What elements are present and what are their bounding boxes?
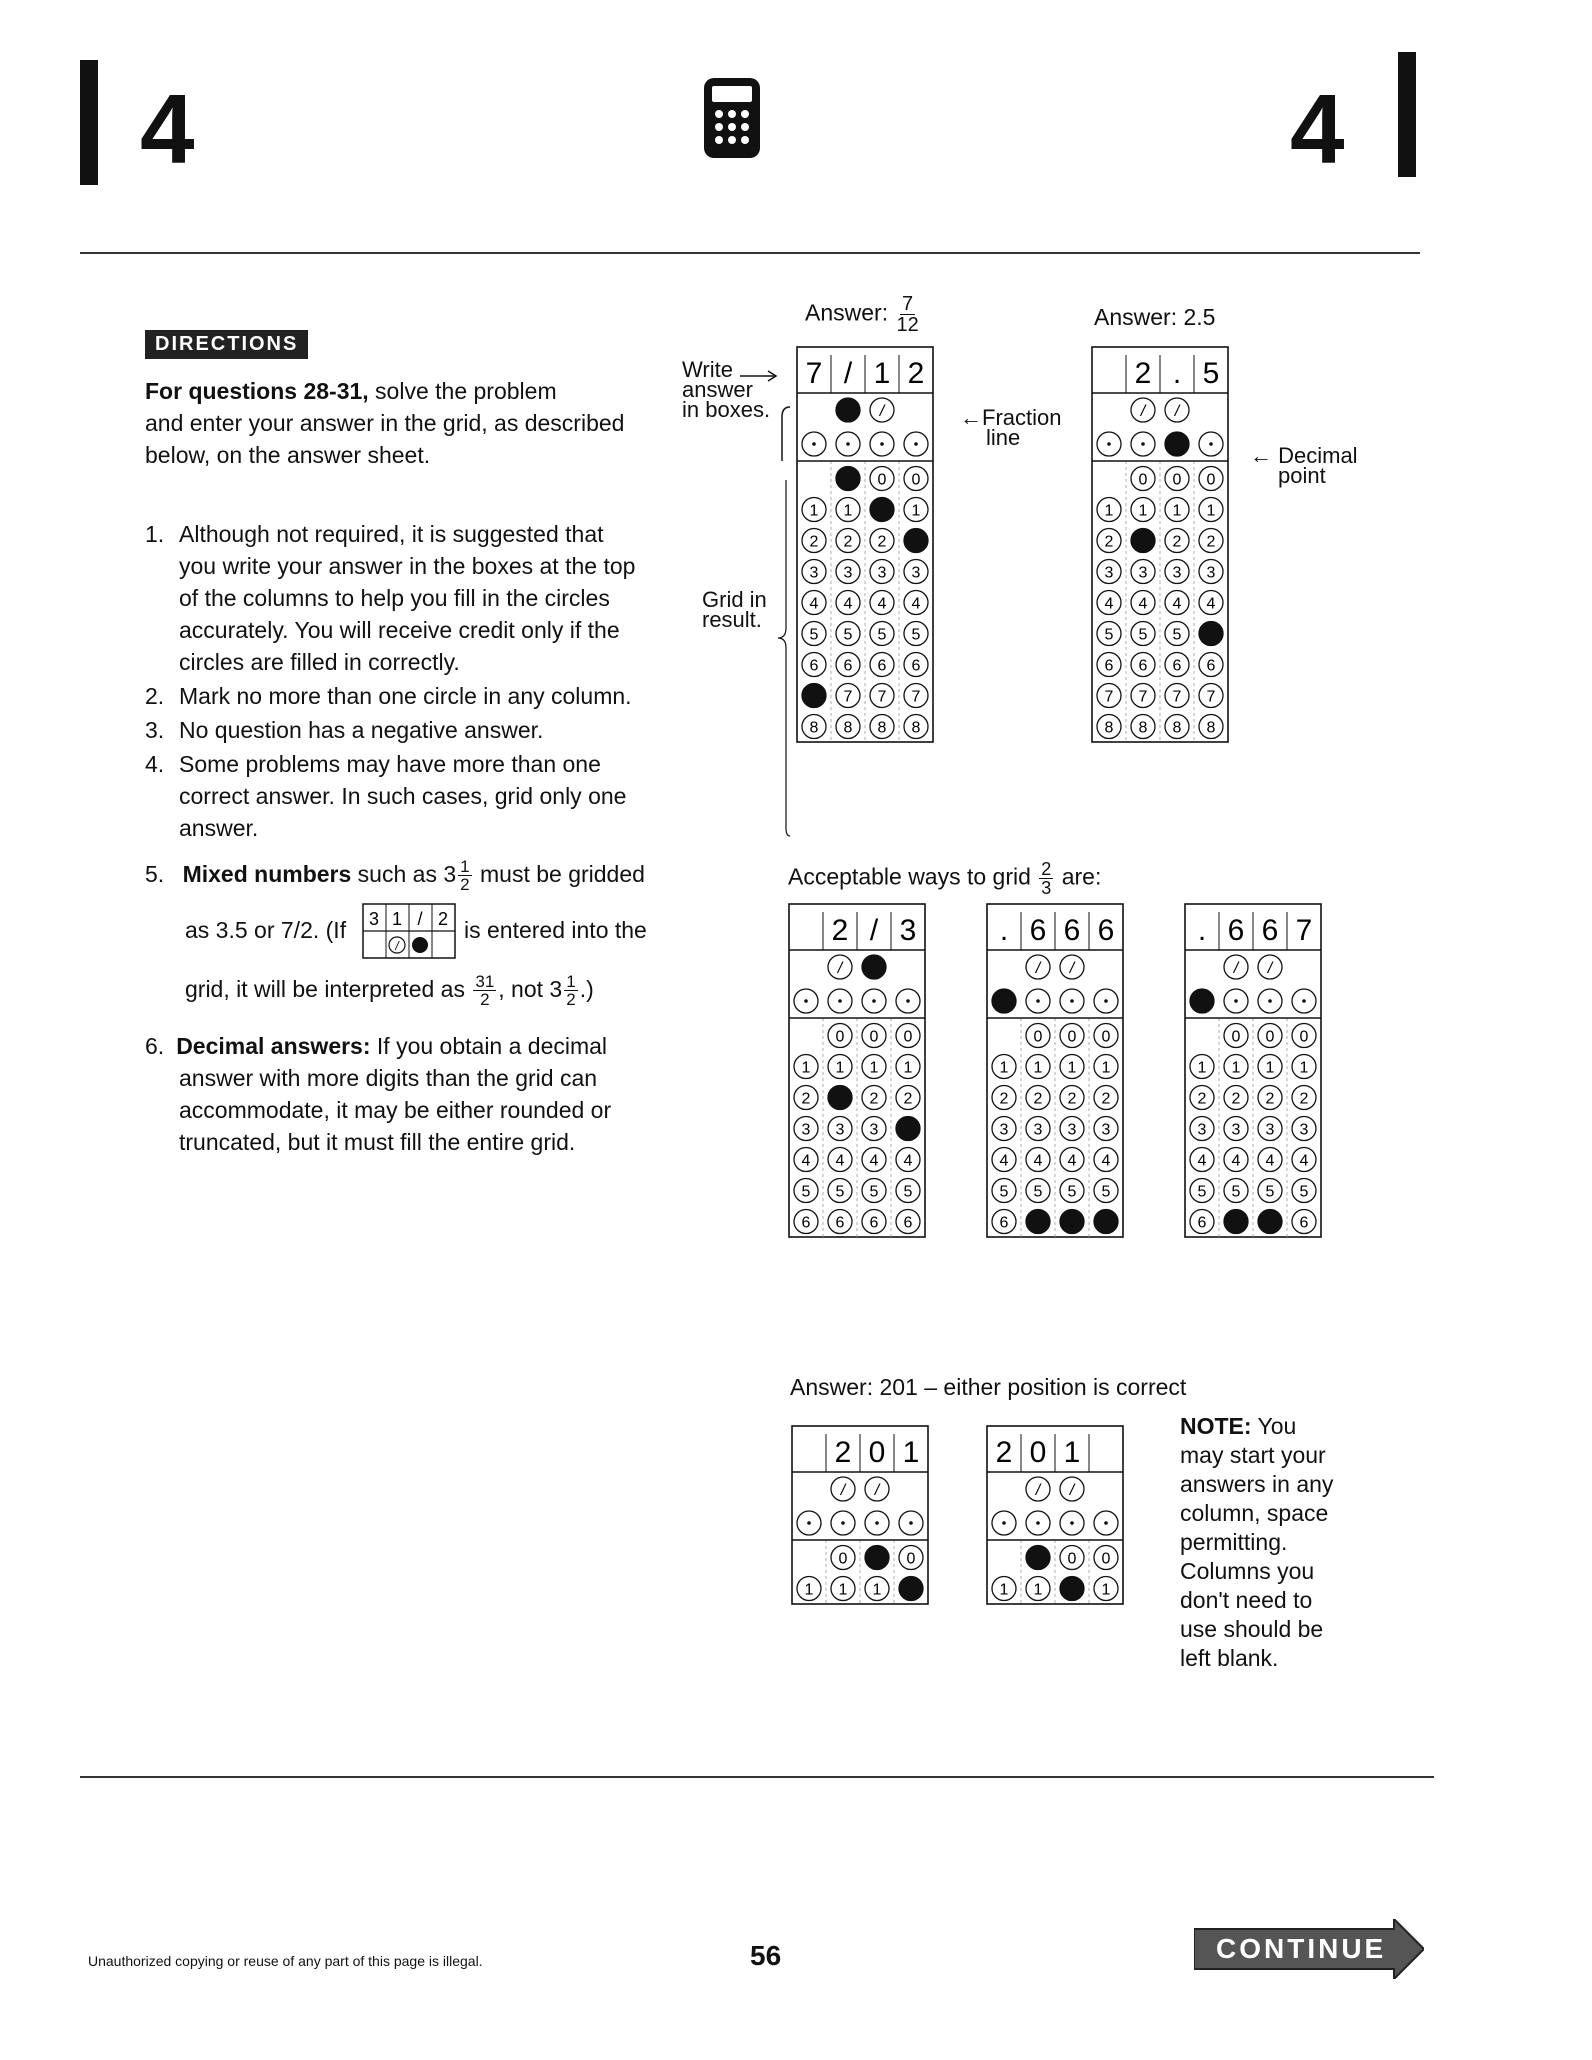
svg-text:1: 1	[1206, 502, 1216, 520]
svg-text:/: /	[395, 939, 399, 953]
svg-text:7: 7	[1172, 688, 1182, 706]
svg-text:6: 6	[1138, 657, 1148, 675]
answer-grid-201-a	[790, 1424, 930, 1611]
svg-text:1: 1	[391, 909, 403, 929]
svg-text:2: 2	[1101, 1090, 1111, 1108]
svg-text:3: 3	[869, 1121, 879, 1139]
grid-digit-bubble	[899, 1577, 923, 1601]
svg-text:0: 0	[1138, 471, 1148, 489]
copyright-notice: Unauthorized copying or reuse of any part of this page is illegal.	[88, 1953, 483, 1969]
grid-box-value: 7	[1295, 914, 1313, 947]
svg-text:8: 8	[1104, 719, 1114, 737]
svg-text:2: 2	[1265, 1090, 1275, 1108]
svg-text:1: 1	[869, 1059, 879, 1077]
svg-text:0: 0	[835, 1028, 845, 1046]
svg-text:1: 1	[999, 1581, 1009, 1599]
svg-text:/: /	[417, 909, 423, 929]
svg-text:4: 4	[809, 595, 819, 613]
item-5-line-2a: as 3.5 or 7/2. (If	[185, 917, 347, 943]
svg-text:5: 5	[843, 626, 853, 644]
svg-text:0: 0	[1172, 471, 1182, 489]
svg-text:1: 1	[838, 1581, 848, 1599]
svg-text:6: 6	[1299, 1214, 1309, 1232]
svg-text:2: 2	[1172, 533, 1182, 551]
svg-text:1: 1	[1172, 502, 1182, 520]
grid-box-value: 1	[873, 357, 891, 390]
item-5-line-3: grid, it will be interpreted as $\frac{31}{2}$ , not 3 $\frac{1}{2}$ .)	[185, 972, 594, 1010]
write-arrow-icon	[740, 368, 780, 389]
svg-text:4: 4	[903, 1152, 913, 1170]
svg-text:8: 8	[843, 719, 853, 737]
svg-text:6: 6	[1197, 1214, 1207, 1232]
svg-text:3: 3	[911, 564, 921, 582]
svg-text:7: 7	[1104, 688, 1114, 706]
grid-digit-bubble	[1060, 1210, 1084, 1234]
svg-text:3: 3	[801, 1121, 811, 1139]
svg-text:6: 6	[903, 1214, 913, 1232]
svg-text:4: 4	[835, 1152, 845, 1170]
svg-text:3: 3	[835, 1121, 845, 1139]
svg-text:4: 4	[1299, 1152, 1309, 1170]
svg-text:0: 0	[903, 1028, 913, 1046]
svg-text:1: 1	[1231, 1059, 1241, 1077]
svg-text:4: 4	[1172, 595, 1182, 613]
grid-box-value: /	[869, 914, 879, 947]
svg-text:2: 2	[809, 533, 819, 551]
grid-digit-bubble	[1131, 529, 1155, 553]
grid-box-value: 6	[1063, 914, 1081, 947]
grid-box-value: 2	[995, 1436, 1013, 1469]
grid-box-value: 2	[907, 357, 925, 390]
svg-text:2: 2	[999, 1090, 1009, 1108]
grid-digit-bubble	[1094, 1210, 1118, 1234]
grid-box-value: 2	[831, 914, 849, 947]
svg-text:1: 1	[809, 502, 819, 520]
svg-text:1: 1	[1101, 1059, 1111, 1077]
grid-box-value: 2	[834, 1436, 852, 1469]
grid-box-value: 1	[902, 1436, 920, 1469]
svg-text:0: 0	[1067, 1550, 1077, 1568]
svg-text:/: /	[1267, 960, 1273, 977]
grid-box-value: 5	[1202, 357, 1220, 390]
svg-text:7: 7	[1138, 688, 1148, 706]
grid-box-value: 6	[1029, 914, 1047, 947]
item-5-line-2b: is entered into the	[464, 917, 647, 943]
svg-text:1: 1	[804, 1581, 814, 1599]
grid-brace-icon	[774, 478, 790, 843]
svg-text:3: 3	[1067, 1121, 1077, 1139]
svg-text:4: 4	[911, 595, 921, 613]
svg-text:5: 5	[1299, 1183, 1309, 1201]
svg-text:8: 8	[1138, 719, 1148, 737]
svg-text:0: 0	[1101, 1028, 1111, 1046]
svg-text:2: 2	[1299, 1090, 1309, 1108]
svg-text:2: 2	[903, 1090, 913, 1108]
calculator-icon	[702, 76, 762, 160]
svg-text:0: 0	[906, 1550, 916, 1568]
directions-badge: DIRECTIONS	[145, 330, 308, 359]
svg-text:4: 4	[1101, 1152, 1111, 1170]
continue-button[interactable]	[1194, 1925, 1424, 1971]
svg-text:5: 5	[1197, 1183, 1207, 1201]
intro-line-2: and enter your answer in the grid, as described	[145, 410, 625, 436]
svg-text:3: 3	[368, 909, 380, 929]
svg-text:5: 5	[903, 1183, 913, 1201]
grid-box-value: .	[1197, 914, 1207, 947]
svg-text:0: 0	[1033, 1028, 1043, 1046]
svg-text:5: 5	[1033, 1183, 1043, 1201]
svg-text:6: 6	[1172, 657, 1182, 675]
svg-text:2: 2	[877, 533, 887, 551]
answer-201-label: Answer: 201 – either position is correct	[790, 1374, 1187, 1400]
grid-slash-bubble	[836, 398, 860, 422]
svg-text:5: 5	[1231, 1183, 1241, 1201]
svg-text:7: 7	[1206, 688, 1216, 706]
svg-text:6: 6	[843, 657, 853, 675]
svg-text:5: 5	[1172, 626, 1182, 644]
svg-text:3: 3	[1206, 564, 1216, 582]
grid-box-value: 1	[1063, 1436, 1081, 1469]
svg-text:1: 1	[843, 502, 853, 520]
svg-text:8: 8	[1206, 719, 1216, 737]
grid-box-value: 7	[805, 357, 823, 390]
svg-text:6: 6	[869, 1214, 879, 1232]
svg-text:3: 3	[999, 1121, 1009, 1139]
section-bar-left	[80, 60, 98, 185]
svg-text:3: 3	[1197, 1121, 1207, 1139]
svg-text:1: 1	[801, 1059, 811, 1077]
svg-text:6: 6	[999, 1214, 1009, 1232]
item-6: 6. Decimal answers: If you obtain a decimal answer with more digits than the grid can accommodate, it may be either rounded or truncated, but it must fill the entire grid.	[145, 1033, 612, 1155]
svg-text:1: 1	[1197, 1059, 1207, 1077]
svg-text:3: 3	[1231, 1121, 1241, 1139]
grid-digit-bubble	[836, 467, 860, 491]
answer-grid-666	[985, 902, 1125, 1244]
svg-text:5: 5	[1265, 1183, 1275, 1201]
svg-text:4: 4	[1067, 1152, 1077, 1170]
top-divider	[80, 252, 1420, 254]
directions-intro	[145, 375, 665, 471]
write-brace-icon	[778, 405, 792, 470]
note-text: NOTE: You may start your answers in any column, space permitting. Columns you don't need to use should be left blank.	[1180, 1413, 1334, 1671]
grid-digit-bubble	[828, 1086, 852, 1110]
svg-text:/: /	[1035, 1482, 1041, 1499]
svg-text:/: /	[1140, 403, 1146, 420]
svg-text:/: /	[879, 403, 885, 420]
svg-text:5: 5	[877, 626, 887, 644]
grid-box-value: 6	[1227, 914, 1245, 947]
svg-text:6: 6	[911, 657, 921, 675]
intro-text: solve the problem	[368, 378, 557, 404]
item-5-line-1: 5. Mixed numbers such as 3 $\frac{1}{2}$ must be gridded	[145, 857, 645, 895]
grid-slash-bubble	[862, 955, 886, 979]
svg-text:3: 3	[809, 564, 819, 582]
svg-text:2: 2	[1206, 533, 1216, 551]
grid-digit-bubble	[1258, 1210, 1282, 1234]
svg-text:6: 6	[801, 1214, 811, 1232]
svg-text:7: 7	[843, 688, 853, 706]
svg-text:4: 4	[1206, 595, 1216, 613]
svg-text:4: 4	[1033, 1152, 1043, 1170]
svg-text:5: 5	[1067, 1183, 1077, 1201]
svg-text:3: 3	[1265, 1121, 1275, 1139]
svg-text:/: /	[1035, 960, 1041, 977]
intro-line-3: below, on the answer sheet.	[145, 442, 431, 468]
svg-text:5: 5	[809, 626, 819, 644]
svg-text:6: 6	[1206, 657, 1216, 675]
svg-text:3: 3	[1104, 564, 1114, 582]
svg-text:3: 3	[1299, 1121, 1309, 1139]
svg-text:1: 1	[1033, 1059, 1043, 1077]
svg-text:1: 1	[911, 502, 921, 520]
svg-text:5: 5	[869, 1183, 879, 1201]
svg-text:2: 2	[1231, 1090, 1241, 1108]
svg-text:0: 0	[1206, 471, 1216, 489]
answer-2-label: Answer: 2.5	[1094, 304, 1216, 330]
svg-text:5: 5	[801, 1183, 811, 1201]
svg-text:6: 6	[1104, 657, 1114, 675]
svg-text:5: 5	[911, 626, 921, 644]
bottom-divider	[80, 1776, 1434, 1778]
svg-text:4: 4	[1197, 1152, 1207, 1170]
grid-dot-bubble	[1165, 432, 1189, 456]
svg-text:3: 3	[1138, 564, 1148, 582]
page-number: 56	[750, 1940, 782, 1971]
svg-text:0: 0	[869, 1028, 879, 1046]
grid-box-value: 0	[868, 1436, 886, 1469]
svg-text:4: 4	[1265, 1152, 1275, 1170]
directions-list	[145, 518, 705, 846]
list-item: 3. No question has a negative answer.	[145, 717, 544, 743]
svg-text:2: 2	[1104, 533, 1114, 551]
svg-text:0: 0	[1231, 1028, 1241, 1046]
section-number-left: 4	[140, 74, 195, 184]
svg-text:1: 1	[999, 1059, 1009, 1077]
svg-text:/: /	[837, 960, 843, 977]
svg-text:5: 5	[1138, 626, 1148, 644]
continue-label: CONTINUE	[1216, 1933, 1387, 1964]
svg-text:/: /	[1069, 960, 1075, 977]
write-answer-label: Write answer in boxes.	[682, 357, 771, 422]
svg-text:1: 1	[1067, 1059, 1077, 1077]
svg-text:5: 5	[1104, 626, 1114, 644]
grid-digit-bubble	[1060, 1577, 1084, 1601]
svg-text:/: /	[840, 1482, 846, 1499]
grid-digit-bubble	[904, 529, 928, 553]
svg-text:1: 1	[1138, 502, 1148, 520]
answer-grid-667	[1183, 902, 1323, 1244]
grid-box-value: 2	[1134, 357, 1152, 390]
svg-text:8: 8	[1172, 719, 1182, 737]
answer-grid-2-3	[787, 902, 927, 1244]
section-bar-right	[1398, 52, 1416, 177]
svg-text:3: 3	[843, 564, 853, 582]
grid-box-value: .	[1172, 357, 1182, 390]
svg-text:/: /	[1233, 960, 1239, 977]
svg-text:6: 6	[877, 657, 887, 675]
grid-box-value: 6	[1097, 914, 1115, 947]
mini-grid-example	[362, 903, 456, 964]
grid-box-value: 0	[1029, 1436, 1047, 1469]
answer-grid-201-b	[985, 1424, 1125, 1611]
list-item: 1. Although not required, it is suggested that you write your answer in the boxes at the top of the columns to help you fill in the circles accurately. You will receive credit only if the circles are filled in correctly.	[145, 521, 636, 675]
svg-text:1: 1	[1033, 1581, 1043, 1599]
svg-text:4: 4	[801, 1152, 811, 1170]
svg-text:4: 4	[1138, 595, 1148, 613]
svg-text:/: /	[1069, 1482, 1075, 1499]
svg-text:1: 1	[1101, 1581, 1111, 1599]
grid-digit-bubble	[1199, 622, 1223, 646]
svg-text:4: 4	[1104, 595, 1114, 613]
grid-dot-bubble	[992, 989, 1016, 1013]
fraction-line-label: ←Fraction line	[960, 405, 1062, 450]
svg-text:8: 8	[877, 719, 887, 737]
acceptable-label: Acceptable ways to grid $\frac{2}{3}$ are:	[788, 859, 1102, 898]
grid-digit-bubble	[1224, 1210, 1248, 1234]
grid-digit-bubble	[1026, 1546, 1050, 1570]
decimal-point-label: ← Decimal point	[1250, 443, 1358, 488]
svg-text:7: 7	[877, 688, 887, 706]
svg-text:6: 6	[835, 1214, 845, 1232]
svg-text:0: 0	[911, 471, 921, 489]
svg-text:0: 0	[1265, 1028, 1275, 1046]
svg-text:0: 0	[1101, 1550, 1111, 1568]
svg-text:3: 3	[877, 564, 887, 582]
svg-text:5: 5	[835, 1183, 845, 1201]
answer-1-label: Answer: $\frac{7}{12}$	[805, 293, 919, 336]
svg-text:2: 2	[1033, 1090, 1043, 1108]
grid-digit-bubble	[870, 498, 894, 522]
grid-digit-bubble	[802, 684, 826, 708]
svg-text:2: 2	[869, 1090, 879, 1108]
answer-grid-2-5	[1090, 345, 1230, 749]
grid-box-value: 6	[1261, 914, 1279, 947]
svg-text:1: 1	[835, 1059, 845, 1077]
svg-text:2: 2	[1197, 1090, 1207, 1108]
svg-text:7: 7	[911, 688, 921, 706]
svg-text:0: 0	[1067, 1028, 1077, 1046]
grid-dot-bubble	[1190, 989, 1214, 1013]
grid-box-value: /	[843, 357, 853, 390]
svg-text:2: 2	[1067, 1090, 1077, 1108]
svg-text:1: 1	[1299, 1059, 1309, 1077]
list-item: 2. Mark no more than one circle in any column.	[145, 683, 632, 709]
svg-text:1: 1	[872, 1581, 882, 1599]
svg-text:4: 4	[1231, 1152, 1241, 1170]
grid-digit-bubble	[865, 1546, 889, 1570]
list-item: 4. Some problems may have more than one correct answer. In such cases, grid only one answer.	[145, 751, 627, 841]
svg-text:3: 3	[1172, 564, 1182, 582]
grid-in-label: Grid in result.	[702, 587, 767, 632]
svg-text:4: 4	[869, 1152, 879, 1170]
svg-text:6: 6	[809, 657, 819, 675]
svg-text:3: 3	[1033, 1121, 1043, 1139]
svg-text:/: /	[874, 1482, 880, 1499]
grid-digit-bubble	[896, 1117, 920, 1141]
svg-text:0: 0	[838, 1550, 848, 1568]
svg-text:1: 1	[1265, 1059, 1275, 1077]
svg-text:2: 2	[801, 1090, 811, 1108]
svg-text:1: 1	[1104, 502, 1114, 520]
grid-box-value: .	[999, 914, 1009, 947]
svg-text:8: 8	[911, 719, 921, 737]
svg-text:2: 2	[437, 909, 449, 929]
svg-text:4: 4	[877, 595, 887, 613]
svg-text:4: 4	[843, 595, 853, 613]
svg-text:0: 0	[1299, 1028, 1309, 1046]
intro-bold: For questions 28-31,	[145, 378, 369, 404]
svg-text:5: 5	[1101, 1183, 1111, 1201]
svg-text:4: 4	[999, 1152, 1009, 1170]
svg-text:/: /	[1174, 403, 1180, 420]
svg-text:2: 2	[843, 533, 853, 551]
svg-text:8: 8	[809, 719, 819, 737]
svg-text:3: 3	[1101, 1121, 1111, 1139]
grid-box-value: 3	[899, 914, 917, 947]
answer-grid-7-12	[795, 345, 935, 749]
svg-text:1: 1	[903, 1059, 913, 1077]
svg-text:0: 0	[877, 471, 887, 489]
svg-text:5: 5	[999, 1183, 1009, 1201]
grid-digit-bubble	[1026, 1210, 1050, 1234]
section-number-right: 4	[1290, 74, 1345, 184]
